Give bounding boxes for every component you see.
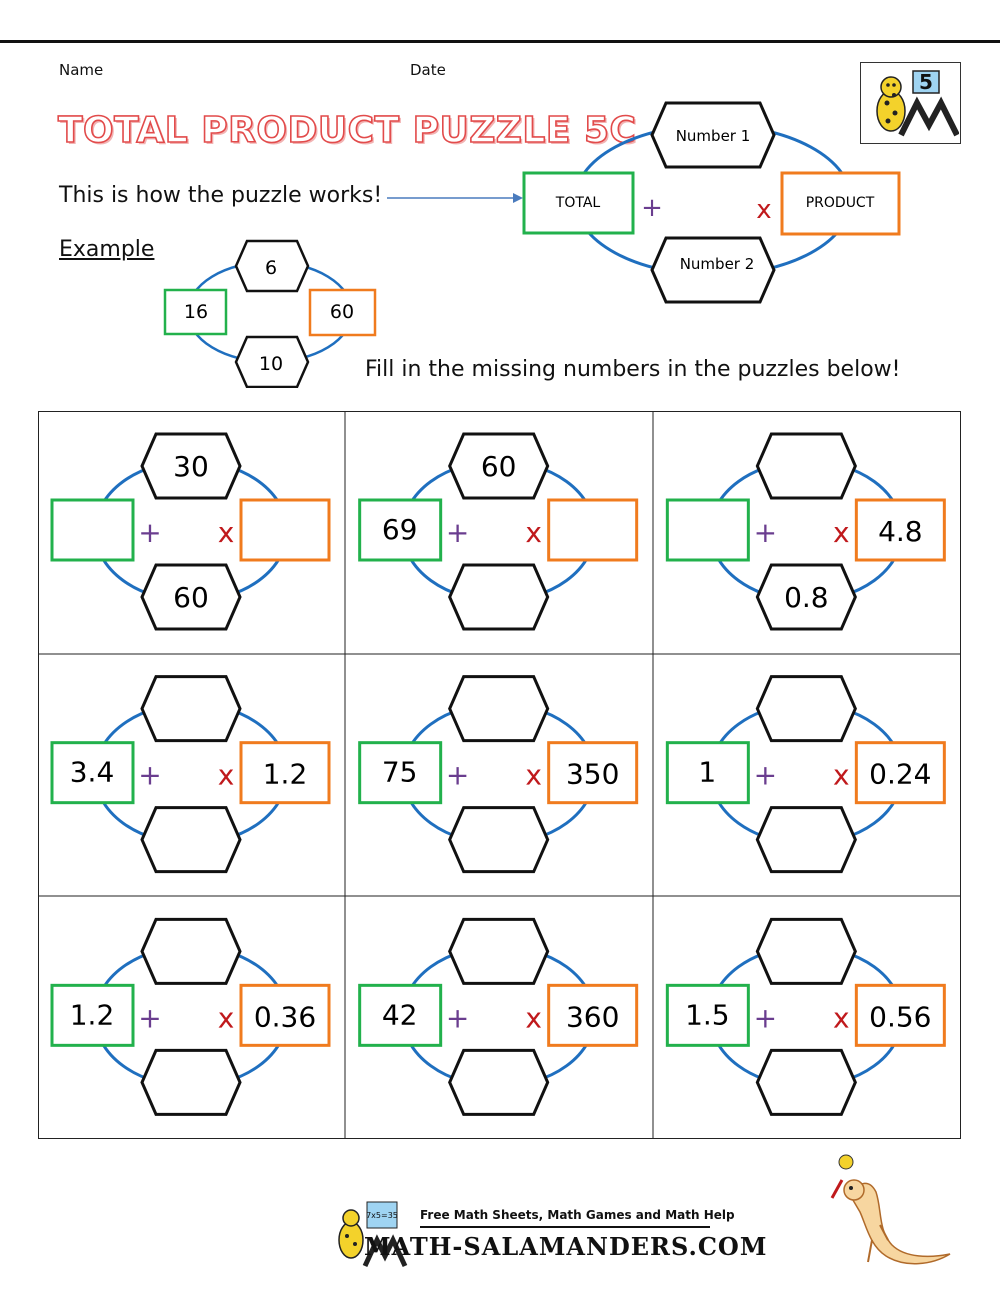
puzzle-4 — [52, 677, 329, 872]
number2-value: 60 — [173, 581, 209, 614]
number2-hexagon[interactable] — [142, 1050, 240, 1114]
times-sign: x — [833, 1001, 850, 1035]
grade-badge: 5 — [919, 70, 933, 94]
number2-value: 0.8 — [784, 581, 829, 614]
plus-sign: + — [445, 758, 470, 792]
example-total: 16 — [183, 301, 209, 323]
footer-badge-text: 7x5=35 — [366, 1211, 398, 1220]
page-title: TOTAL PRODUCT PUZZLE 5C — [58, 110, 637, 151]
number2-hexagon[interactable] — [450, 1050, 548, 1114]
number1-hexagon[interactable] — [450, 677, 548, 741]
times-sign: x — [525, 516, 542, 549]
product-value: 4.8 — [878, 515, 923, 548]
product-box[interactable] — [241, 500, 329, 560]
total-box[interactable] — [52, 500, 133, 560]
puzzle-8 — [360, 919, 637, 1114]
puzzle-5 — [360, 677, 637, 872]
plus-sign: + — [445, 516, 470, 549]
salamander-mascot-icon — [820, 1150, 970, 1280]
legend-total-label: TOTAL — [555, 195, 601, 211]
example-product: 60 — [329, 301, 355, 323]
number1-hexagon[interactable] — [142, 919, 240, 983]
product-value: 0.36 — [253, 1000, 317, 1034]
product-value: 350 — [565, 757, 620, 791]
example-diagram — [160, 236, 382, 388]
legend-times-sign: x — [756, 195, 772, 225]
puzzle-grid — [38, 411, 961, 1139]
number2-hexagon[interactable] — [142, 808, 240, 872]
product-value: 360 — [565, 1000, 620, 1034]
total-value: 42 — [381, 998, 418, 1032]
number1-hexagon[interactable] — [757, 919, 855, 983]
example-heading: Example — [59, 237, 155, 262]
times-sign: x — [833, 516, 850, 549]
times-sign: x — [217, 516, 235, 549]
legend-diagram — [520, 98, 910, 308]
top-rule — [0, 40, 1000, 43]
arrow-icon — [385, 190, 525, 206]
how-it-works-text: This is how the puzzle works! — [59, 183, 383, 208]
times-sign: x — [525, 1001, 542, 1035]
total-value: 1.2 — [69, 998, 115, 1032]
plus-sign: + — [138, 758, 162, 792]
total-value: 1 — [698, 755, 717, 789]
name-label: Name — [59, 61, 104, 79]
total-box[interactable] — [667, 500, 748, 560]
times-sign: x — [833, 758, 850, 792]
footer-rule — [420, 1226, 710, 1228]
times-sign: x — [525, 758, 542, 792]
puzzle-2 — [360, 434, 637, 629]
number2-hexagon[interactable] — [450, 565, 548, 629]
legend-product-label: PRODUCT — [805, 195, 875, 211]
example-number2: 10 — [258, 353, 284, 375]
plus-sign: + — [138, 1001, 162, 1035]
product-box[interactable] — [549, 500, 637, 560]
number2-hexagon[interactable] — [757, 1050, 855, 1114]
puzzle-7 — [52, 919, 329, 1114]
number1-hexagon[interactable] — [142, 677, 240, 741]
total-value: 3.4 — [69, 755, 115, 789]
example-number1: 6 — [264, 257, 278, 279]
number1-hexagon[interactable] — [757, 434, 855, 498]
puzzle-6 — [667, 677, 944, 872]
times-sign: x — [217, 758, 235, 792]
plus-sign: + — [753, 1001, 778, 1035]
number1-hexagon[interactable] — [450, 919, 548, 983]
legend-number2-label: Number 2 — [679, 255, 755, 273]
plus-sign: + — [445, 1001, 470, 1035]
puzzle-grid-svg — [38, 411, 961, 1139]
puzzle-9 — [667, 919, 944, 1114]
number1-value: 30 — [173, 450, 209, 483]
instruction-text: Fill in the missing numbers in the puzzles below! — [365, 357, 901, 382]
total-value: 69 — [381, 513, 418, 546]
footer-tagline: Free Math Sheets, Math Games and Math Help — [420, 1208, 735, 1222]
product-value: 0.56 — [869, 1000, 932, 1034]
puzzle-3 — [667, 434, 944, 629]
plus-sign: + — [753, 758, 778, 792]
product-value: 1.2 — [262, 757, 308, 791]
plus-sign: + — [753, 516, 778, 549]
times-sign: x — [217, 1001, 235, 1035]
product-value: 0.24 — [869, 757, 932, 791]
legend-plus-sign: + — [641, 193, 663, 223]
date-label: Date — [410, 61, 446, 79]
number1-value: 60 — [480, 450, 517, 483]
number1-hexagon[interactable] — [757, 677, 855, 741]
number2-hexagon[interactable] — [450, 808, 548, 872]
total-value: 75 — [381, 755, 418, 789]
legend-number1-label: Number 1 — [675, 127, 751, 145]
number2-hexagon[interactable] — [757, 808, 855, 872]
plus-sign: + — [138, 516, 162, 549]
puzzle-1 — [52, 434, 329, 629]
total-value: 1.5 — [685, 998, 730, 1032]
footer-site-link[interactable]: MATH-SALAMANDERS.COM — [364, 1232, 768, 1261]
